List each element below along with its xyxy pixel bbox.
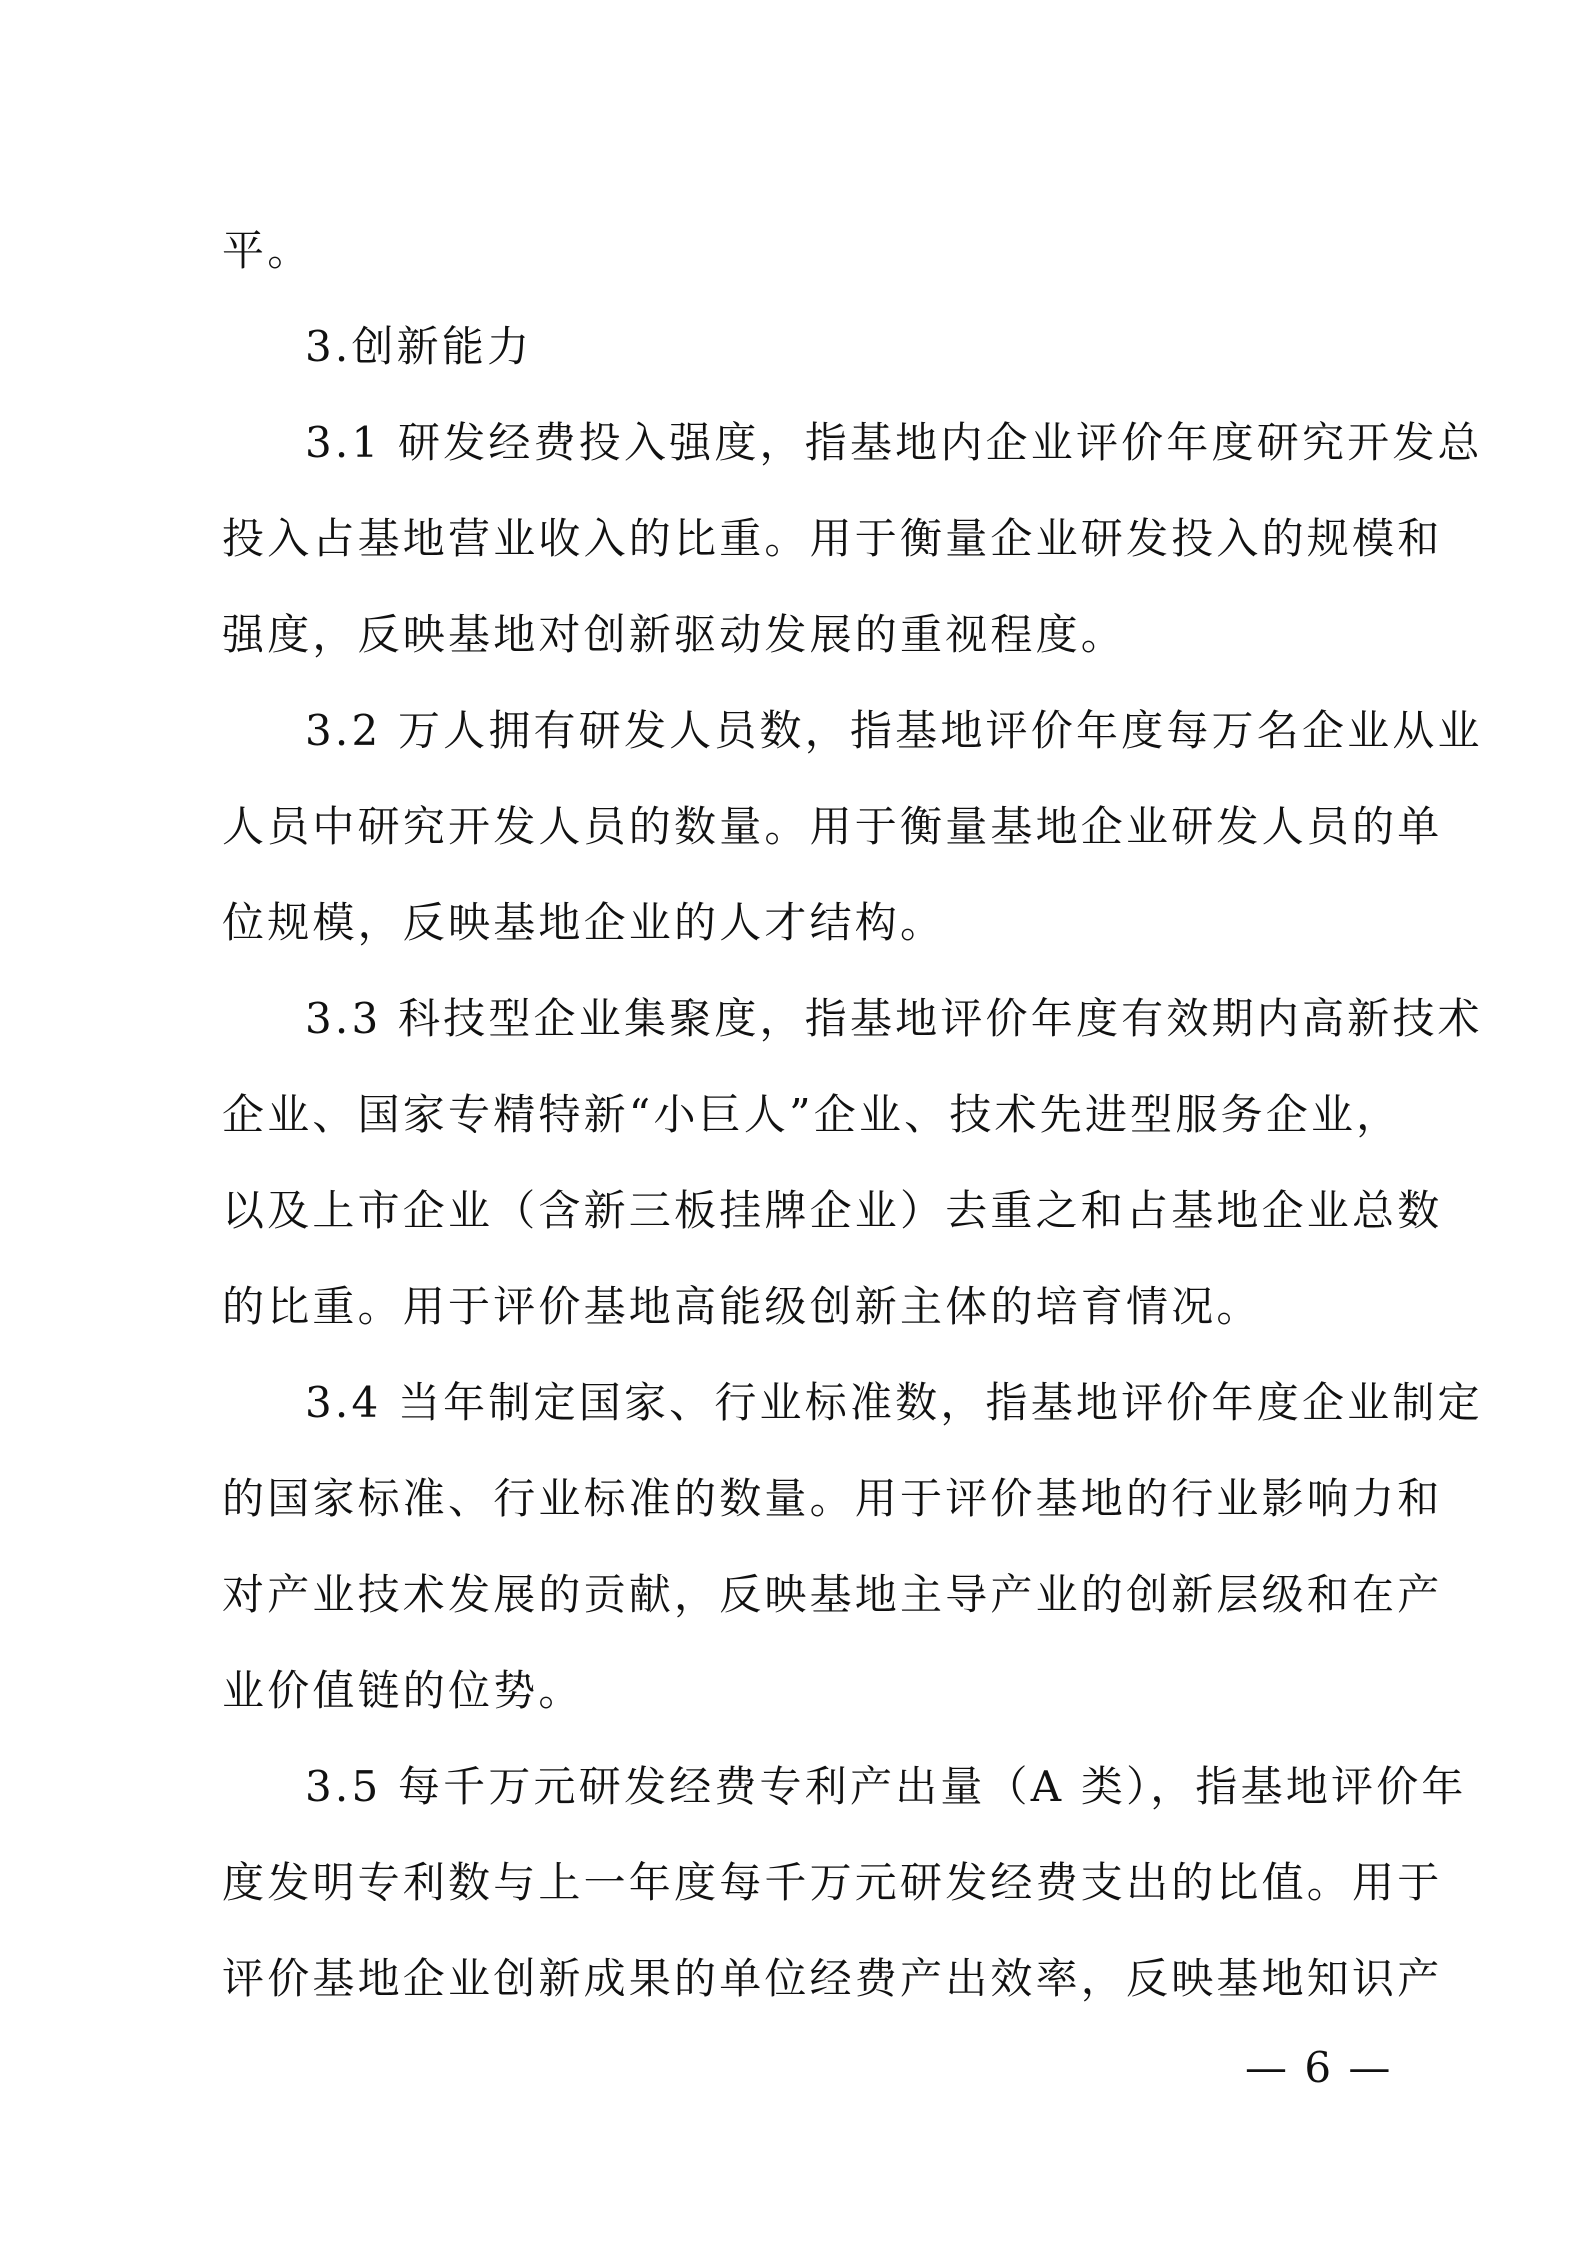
paragraph-3-3-line-2: 企业、国家专精特新“小巨人”企业、技术先进型服务企业，	[222, 1090, 1402, 1139]
paragraph-3-3-line-1: 3.3 科技型企业集聚度，指基地评价年度有效期内高新技术	[305, 994, 1483, 1043]
paragraph-3-1-line-3: 强度，反映基地对创新驱动发展的重视程度。	[222, 610, 1127, 659]
paragraph-3-2-line-1: 3.2 万人拥有研发人员数，指基地评价年度每万名企业从业	[305, 706, 1483, 755]
page-number: — 6 —	[1245, 2043, 1393, 2092]
paragraph-3-2-line-3: 位规模，反映基地企业的人才结构。	[222, 898, 946, 947]
paragraph-3-4-line-1: 3.4 当年制定国家、行业标准数，指基地评价年度企业制定	[305, 1378, 1483, 1427]
paragraph-3-4-line-4: 业价值链的位势。	[222, 1666, 584, 1715]
section-heading-innovation: 3.创新能力	[305, 322, 533, 371]
paragraph-3-4-line-2: 的国家标准、行业标准的数量。用于评价基地的行业影响力和	[222, 1474, 1443, 1523]
paragraph-3-3-line-3: 以及上市企业（含新三板挂牌企业）去重之和占基地企业总数	[222, 1186, 1443, 1235]
paragraph-3-4-line-3: 对产业技术发展的贡献，反映基地主导产业的创新层级和在产	[222, 1570, 1443, 1619]
paragraph-3-1-line-2: 投入占基地营业收入的比重。用于衡量企业研发投入的规模和	[222, 514, 1443, 563]
paragraph-3-5-line-2: 度发明专利数与上一年度每千万元研发经费支出的比值。用于	[222, 1858, 1443, 1907]
paragraph-3-5-line-3: 评价基地企业创新成果的单位经费产出效率，反映基地知识产	[222, 1954, 1443, 2003]
text-line-continuation: 平。	[222, 226, 313, 275]
paragraph-3-3-line-4: 的比重。用于评价基地高能级创新主体的培育情况。	[222, 1282, 1262, 1331]
paragraph-3-5-line-1: 3.5 每千万元研发经费专利产出量（A 类），指基地评价年	[305, 1762, 1467, 1811]
paragraph-3-1-line-1: 3.1 研发经费投入强度，指基地内企业评价年度研究开发总	[305, 418, 1483, 467]
paragraph-3-2-line-2: 人员中研究开发人员的数量。用于衡量基地企业研发人员的单	[222, 802, 1443, 851]
